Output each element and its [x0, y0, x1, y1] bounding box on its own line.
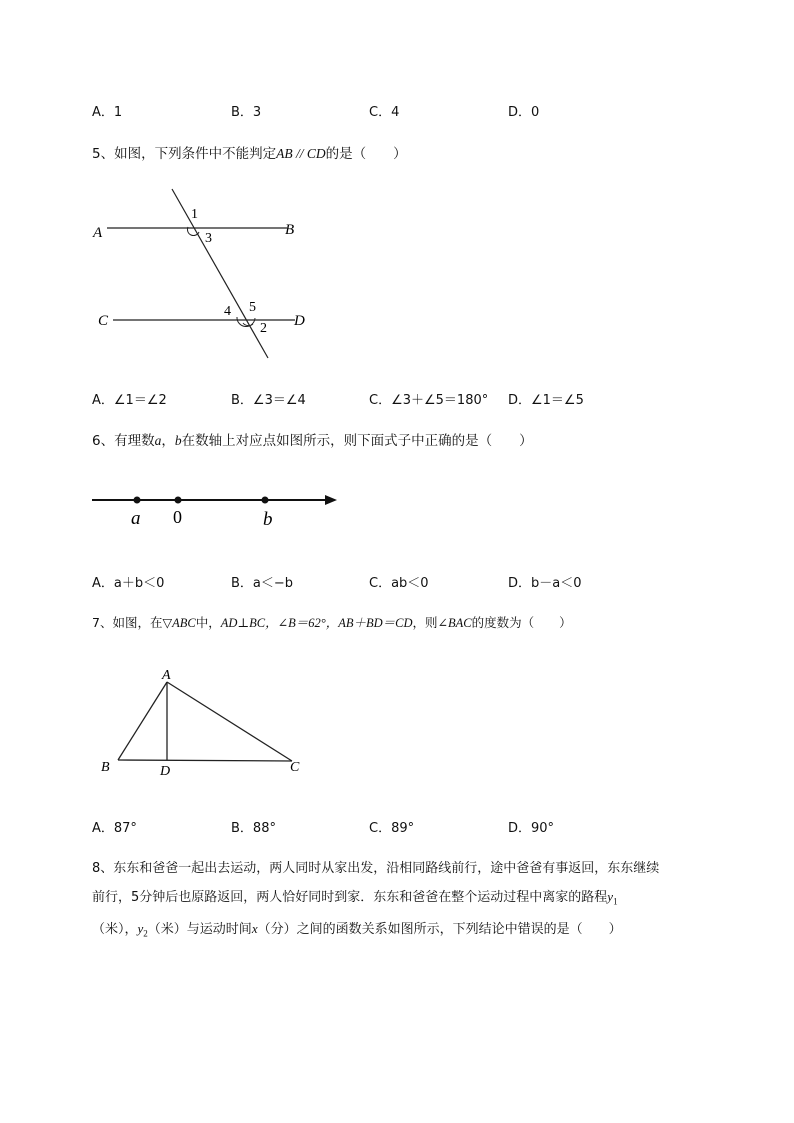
q5-stem	[92, 142, 407, 162]
q6-option-a[interactable]: A．a＋b＜0	[92, 576, 165, 591]
label-c: C	[98, 313, 109, 329]
q5-stem-math: AB // CD	[276, 146, 326, 161]
q7-stem-prefix: 7、如图，在	[92, 615, 163, 630]
q6-stem-prefix: 6、有理数	[92, 433, 155, 449]
q8-line2-var: y	[607, 889, 614, 904]
q7-stem-math3: ∠BAC	[437, 616, 472, 630]
q4-option-c[interactable]: C．4	[369, 105, 400, 120]
q5-stem-suffix: 的是（ ）	[325, 146, 407, 162]
q8-line3-c: （分）之间的函数关系如图所示，下列结论中错误的是（ ）	[257, 922, 622, 937]
q7-option-b[interactable]: B．88°	[231, 821, 276, 836]
label-b: b	[263, 509, 273, 530]
q7-stem-math2: AD⊥BC，∠B＝62°，AB＋BD＝CD	[220, 616, 413, 630]
q7-option-a[interactable]: A．87°	[92, 821, 137, 836]
angle-label-4: 4	[224, 304, 231, 319]
point-a	[134, 497, 141, 504]
q5-option-c[interactable]: C．∠3＋∠5＝180°	[369, 393, 489, 408]
q6-number-line	[85, 485, 345, 535]
q8-line3-x: x	[251, 921, 258, 936]
label-a: A	[93, 225, 103, 241]
q8-line-1: 8、东东和爸爸一起出去运动，两人同时从家出发，沿相同路线前行，途中爸爸有事返回，东东继续	[92, 861, 660, 876]
side-bc	[118, 760, 292, 761]
q5-option-d[interactable]: D．∠1＝∠5	[508, 393, 584, 408]
q8-line2-prefix: 前行，5分钟后也原路返回，两人恰好同时到家．东东和爸爸在整个运动过程中离家的路程	[92, 890, 608, 905]
q6-sep: ，	[161, 433, 175, 449]
label-d: D	[294, 313, 305, 329]
q6-stem-suffix: 在数轴上对应点如图所示，则下面式子中正确的是（ ）	[181, 433, 533, 449]
label-b: B	[101, 760, 110, 775]
transversal	[172, 189, 268, 358]
q8-line-3	[92, 918, 622, 939]
q7-option-d[interactable]: D．90°	[508, 821, 555, 836]
q7-option-c[interactable]: C．89°	[369, 821, 415, 836]
q6-option-d[interactable]: D．b－a＜0	[508, 576, 582, 591]
point-b	[262, 497, 269, 504]
q4-option-a[interactable]: A．1	[92, 105, 123, 120]
q6-option-b[interactable]: B．a＜−b	[231, 576, 294, 591]
label-zero: 0	[173, 507, 182, 527]
label-d: D	[160, 764, 171, 779]
q5-option-b[interactable]: B．∠3＝∠4	[231, 393, 306, 408]
q8-line3-sub: 2	[143, 928, 148, 939]
q5-option-a[interactable]: A．∠1＝∠2	[92, 393, 167, 408]
label-c: C	[290, 760, 300, 775]
point-zero	[175, 497, 182, 504]
label-a: a	[131, 508, 141, 529]
q7-stem-math1: ▽ABC	[162, 616, 196, 630]
angle-label-2: 2	[260, 321, 267, 336]
angle-label-5: 5	[249, 300, 256, 315]
q8-line-2	[92, 886, 618, 907]
q8-line2-sub: 1	[613, 896, 618, 907]
side-ac	[167, 682, 292, 761]
q7-stem	[92, 613, 572, 631]
q6-stem	[92, 429, 533, 449]
angle-label-3: 3	[205, 231, 212, 246]
q8-line3-b: （米）与运动时间	[147, 922, 252, 937]
side-ab	[118, 682, 167, 760]
angle-label-1: 1	[191, 207, 198, 222]
q5-stem-prefix: 5、如图，下列条件中不能判定	[92, 146, 277, 162]
label-a: A	[162, 668, 171, 683]
label-b: B	[285, 222, 295, 238]
q5-figure	[85, 180, 325, 365]
q8-line3-var: y	[137, 921, 144, 936]
q4-option-b[interactable]: B．3	[231, 105, 262, 120]
q7-stem-mid: 中，	[195, 615, 221, 630]
q7-figure	[95, 664, 315, 779]
q7-stem-suffix: 的度数为（ ）	[471, 615, 572, 630]
axis-arrow	[325, 495, 337, 505]
q6-var-b: b	[174, 433, 182, 448]
q4-option-d[interactable]: D．0	[508, 105, 540, 120]
q8-line3-a: （米），	[92, 922, 138, 937]
q7-stem-mid2: ，则	[412, 615, 438, 630]
q6-var-a: a	[154, 433, 162, 448]
q6-option-c[interactable]: C．ab＜0	[369, 576, 429, 591]
